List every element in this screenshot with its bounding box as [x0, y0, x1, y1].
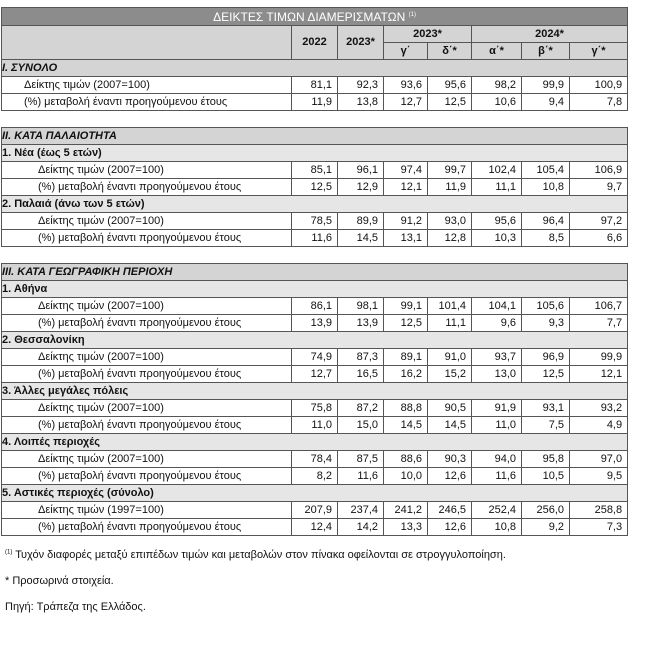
subsection-title-label: 4. Λοιπές περιοχές [2, 434, 628, 451]
value-cell: 93,6 [384, 77, 428, 94]
row-label: Δείκτης τιμών (2007=100) [2, 451, 292, 468]
subsection-title [2, 485, 628, 502]
table-row [2, 502, 628, 519]
row-label: Δείκτης τιμών (2007=100) [2, 400, 292, 417]
value-cell: 12,5 [428, 94, 472, 111]
notes [1, 549, 641, 613]
section-title-label: II. ΚΑΤΑ ΠΑΛΑΙΟΤΗΤΑ [2, 128, 628, 145]
value-cell: 99,9 [570, 349, 628, 366]
value-cell: 16,2 [384, 366, 428, 383]
value-cell: 95,6 [472, 213, 522, 230]
value-cell: 252,4 [472, 502, 522, 519]
value-cell: 12,8 [428, 230, 472, 247]
row-label: (%) μεταβολή έναντι προηγούμενου έτους [2, 315, 292, 332]
header-2023: 2023* [338, 26, 384, 60]
subsection-title-label: 5. Αστικές περιοχές (σύνολο) [2, 485, 628, 502]
provisional-note: * Προσωρινά στοιχεία. [5, 575, 114, 587]
value-cell: 74,9 [292, 349, 338, 366]
subsection-title-label: 2. Παλαιά (άνω των 5 ετών) [2, 196, 628, 213]
value-cell: 75,8 [292, 400, 338, 417]
value-cell: 7,7 [570, 315, 628, 332]
value-cell: 14,5 [384, 417, 428, 434]
value-cell: 10,8 [472, 519, 522, 536]
value-cell: 12,6 [428, 468, 472, 485]
row-label: (%) μεταβολή έναντι προηγούμενου έτους [2, 519, 292, 536]
value-cell: 237,4 [338, 502, 384, 519]
value-cell: 96,4 [522, 213, 570, 230]
value-cell: 12,5 [384, 315, 428, 332]
value-cell: 11,6 [472, 468, 522, 485]
subsection-title [2, 196, 628, 213]
value-cell: 99,9 [522, 77, 570, 94]
subsection-title [2, 434, 628, 451]
value-cell: 10,0 [384, 468, 428, 485]
header-row-1 [2, 26, 628, 43]
table-row [2, 451, 628, 468]
value-cell: 93,7 [472, 349, 522, 366]
value-cell: 14,5 [338, 230, 384, 247]
value-cell: 104,1 [472, 298, 522, 315]
row-label: Δείκτης τιμών (2007=100) [2, 77, 292, 94]
value-cell: 93,2 [570, 400, 628, 417]
footnote-mark: (1) [5, 549, 13, 556]
table-row [2, 315, 628, 332]
table-row [2, 230, 628, 247]
value-cell: 11,1 [428, 315, 472, 332]
value-cell: 7,3 [570, 519, 628, 536]
footnote [5, 549, 641, 561]
value-cell: 90,3 [428, 451, 472, 468]
table-row [2, 468, 628, 485]
value-cell: 86,1 [292, 298, 338, 315]
value-cell: 9,3 [522, 315, 570, 332]
value-cell: 207,9 [292, 502, 338, 519]
row-label: (%) μεταβολή έναντι προηγούμενου έτους [2, 179, 292, 196]
value-cell: 96,9 [522, 349, 570, 366]
row-label: (%) μεταβολή έναντι προηγούμενου έτους [2, 94, 292, 111]
value-cell: 11,0 [292, 417, 338, 434]
value-cell: 97,4 [384, 162, 428, 179]
table-row [2, 179, 628, 196]
value-cell: 10,8 [522, 179, 570, 196]
value-cell: 7,8 [570, 94, 628, 111]
value-cell: 9,6 [472, 315, 522, 332]
row-label: Δείκτης τιμών (2007=100) [2, 349, 292, 366]
table-title: ΔΕΙΚΤΕΣ ΤΙΜΩΝ ΔΙΑΜΕΡΙΣΜΑΤΩΝ [213, 10, 406, 24]
value-cell: 106,9 [570, 162, 628, 179]
value-cell: 12,6 [428, 519, 472, 536]
row-label: Δείκτης τιμών (2007=100) [2, 162, 292, 179]
row-label: Δείκτης τιμών (2007=100) [2, 298, 292, 315]
value-cell: 8,5 [522, 230, 570, 247]
header-q2024-1: α΄* [472, 43, 522, 60]
value-cell: 97,2 [570, 213, 628, 230]
value-cell: 6,6 [570, 230, 628, 247]
value-cell: 13,9 [338, 315, 384, 332]
value-cell: 98,2 [472, 77, 522, 94]
value-cell: 11,9 [292, 94, 338, 111]
value-cell: 87,5 [338, 451, 384, 468]
header-2022: 2022 [292, 26, 338, 60]
value-cell: 85,1 [292, 162, 338, 179]
value-cell: 90,5 [428, 400, 472, 417]
value-cell: 12,1 [384, 179, 428, 196]
value-cell: 9,2 [522, 519, 570, 536]
gap-cell [2, 111, 628, 128]
subsection-title-label: 1. Νέα (έως 5 ετών) [2, 145, 628, 162]
value-cell: 89,9 [338, 213, 384, 230]
section-title-label: I. ΣΥΝΟΛΟ [2, 60, 628, 77]
value-cell: 246,5 [428, 502, 472, 519]
value-cell: 93,0 [428, 213, 472, 230]
value-cell: 13,3 [384, 519, 428, 536]
value-cell: 87,2 [338, 400, 384, 417]
value-cell: 13,9 [292, 315, 338, 332]
value-cell: 105,4 [522, 162, 570, 179]
value-cell: 13,8 [338, 94, 384, 111]
value-cell: 96,1 [338, 162, 384, 179]
value-cell: 258,8 [570, 502, 628, 519]
table-row [2, 162, 628, 179]
value-cell: 94,0 [472, 451, 522, 468]
value-cell: 13,1 [384, 230, 428, 247]
value-cell: 15,0 [338, 417, 384, 434]
header-q2024-2: β΄* [522, 43, 570, 60]
value-cell: 241,2 [384, 502, 428, 519]
header-blank [2, 26, 292, 60]
value-cell: 9,5 [570, 468, 628, 485]
value-cell: 99,1 [384, 298, 428, 315]
header-group-2024: 2024* [472, 26, 628, 43]
value-cell: 12,4 [292, 519, 338, 536]
header-q2023-1: γ΄ [384, 43, 428, 60]
row-label: (%) μεταβολή έναντι προηγούμενου έτους [2, 230, 292, 247]
subsection-title [2, 332, 628, 349]
value-cell: 11,6 [292, 230, 338, 247]
header-group-2023: 2023* [384, 26, 472, 43]
value-cell: 14,5 [428, 417, 472, 434]
header-q2024-3: γ΄* [570, 43, 628, 60]
value-cell: 91,9 [472, 400, 522, 417]
value-cell: 9,4 [522, 94, 570, 111]
value-cell: 11,1 [472, 179, 522, 196]
value-cell: 87,3 [338, 349, 384, 366]
table-row [2, 417, 628, 434]
table-row [2, 519, 628, 536]
source-note: Πηγή: Τράπεζα της Ελλάδος. [5, 601, 146, 613]
value-cell: 10,3 [472, 230, 522, 247]
value-cell: 11,6 [338, 468, 384, 485]
section-title [2, 264, 628, 281]
header-q2023-2: δ΄* [428, 43, 472, 60]
section-title [2, 128, 628, 145]
value-cell: 95,8 [522, 451, 570, 468]
value-cell: 10,6 [472, 94, 522, 111]
value-cell: 14,2 [338, 519, 384, 536]
value-cell: 11,9 [428, 179, 472, 196]
table-title-row [2, 8, 628, 26]
value-cell: 88,6 [384, 451, 428, 468]
footnote-text: Τυχόν διαφορές μεταξύ επιπέδων τιμών και μεταβολών στον πίνακα οφείλονται σε στρογγυλοποίηση. [15, 549, 506, 561]
value-cell: 16,5 [338, 366, 384, 383]
value-cell: 4,9 [570, 417, 628, 434]
table-row [2, 94, 628, 111]
section-gap [2, 247, 628, 264]
row-label: (%) μεταβολή έναντι προηγούμενου έτους [2, 366, 292, 383]
value-cell: 8,2 [292, 468, 338, 485]
price-index-table [1, 7, 628, 536]
table-row [2, 213, 628, 230]
subsection-title-label: 3. Άλλες μεγάλες πόλεις [2, 383, 628, 400]
value-cell: 7,5 [522, 417, 570, 434]
value-cell: 91,0 [428, 349, 472, 366]
value-cell: 15,2 [428, 366, 472, 383]
section-gap [2, 111, 628, 128]
value-cell: 102,4 [472, 162, 522, 179]
value-cell: 12,5 [522, 366, 570, 383]
table-row [2, 400, 628, 417]
title-footnote-mark: (1) [408, 12, 416, 18]
value-cell: 12,7 [292, 366, 338, 383]
value-cell: 95,6 [428, 77, 472, 94]
value-cell: 256,0 [522, 502, 570, 519]
section-title-label: III. ΚΑΤΑ ΓΕΩΓΡΑΦΙΚΗ ΠΕΡΙΟΧΗ [2, 264, 628, 281]
value-cell: 12,1 [570, 366, 628, 383]
row-label: Δείκτης τιμών (1997=100) [2, 502, 292, 519]
value-cell: 78,4 [292, 451, 338, 468]
section-title [2, 60, 628, 77]
value-cell: 93,1 [522, 400, 570, 417]
value-cell: 10,5 [522, 468, 570, 485]
value-cell: 92,3 [338, 77, 384, 94]
value-cell: 11,0 [472, 417, 522, 434]
value-cell: 89,1 [384, 349, 428, 366]
document [1, 7, 641, 627]
value-cell: 100,9 [570, 77, 628, 94]
subsection-title [2, 383, 628, 400]
value-cell: 13,0 [472, 366, 522, 383]
value-cell: 99,7 [428, 162, 472, 179]
subsection-title-label: 2. Θεσσαλονίκη [2, 332, 628, 349]
value-cell: 97,0 [570, 451, 628, 468]
value-cell: 91,2 [384, 213, 428, 230]
table-row [2, 349, 628, 366]
row-label: (%) μεταβολή έναντι προηγούμενου έτους [2, 417, 292, 434]
value-cell: 101,4 [428, 298, 472, 315]
value-cell: 88,8 [384, 400, 428, 417]
value-cell: 105,6 [522, 298, 570, 315]
value-cell: 98,1 [338, 298, 384, 315]
gap-cell [2, 247, 628, 264]
row-label: (%) μεταβολή έναντι προηγούμενου έτους [2, 468, 292, 485]
value-cell: 106,7 [570, 298, 628, 315]
row-label: Δείκτης τιμών (2007=100) [2, 213, 292, 230]
table-row [2, 77, 628, 94]
table-row [2, 298, 628, 315]
value-cell: 9,7 [570, 179, 628, 196]
value-cell: 12,5 [292, 179, 338, 196]
value-cell: 12,7 [384, 94, 428, 111]
value-cell: 78,5 [292, 213, 338, 230]
value-cell: 12,9 [338, 179, 384, 196]
subsection-title [2, 145, 628, 162]
table-row [2, 366, 628, 383]
value-cell: 81,1 [292, 77, 338, 94]
subsection-title-label: 1. Αθήνα [2, 281, 628, 298]
subsection-title [2, 281, 628, 298]
